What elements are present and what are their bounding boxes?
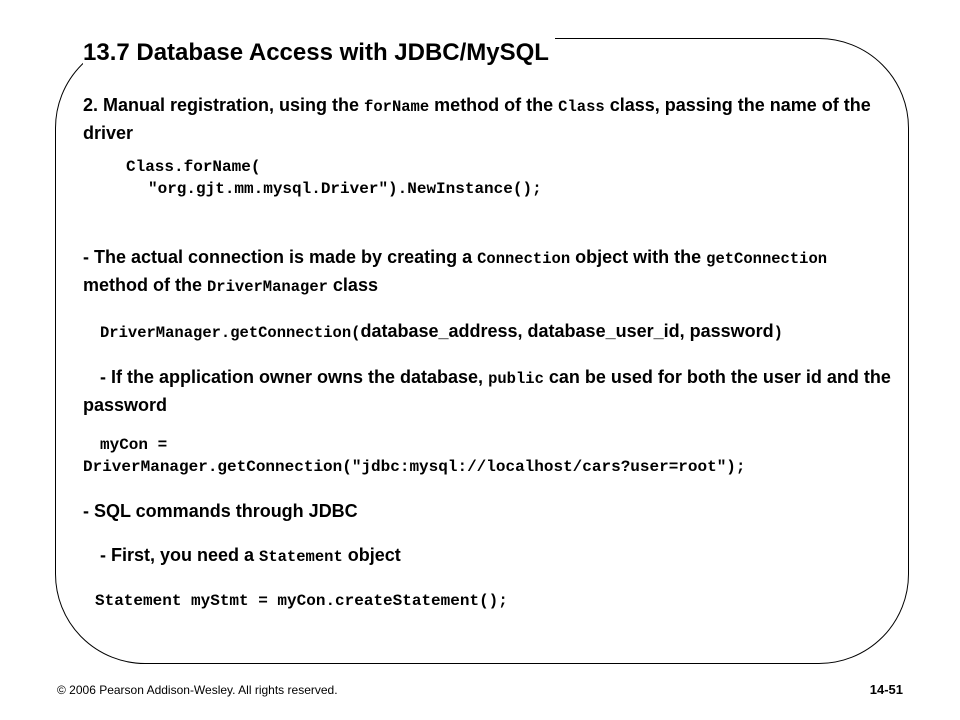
- code-mycon-line2: DriverManager.getConnection("jdbc:mysql://localhost/cars?user=root");: [83, 458, 746, 476]
- footer-page-number: 14-51: [869, 682, 903, 697]
- footer-copyright: © 2006 Pearson Addison-Wesley. All rights reserved.: [57, 683, 338, 697]
- code-forname-line2: "org.gjt.mm.mysql.Driver").NewInstance();: [148, 180, 542, 198]
- code-forname-line1: Class.forName(: [126, 158, 261, 176]
- code-mycon-line1: myCon =: [100, 436, 168, 454]
- paragraph-connection: - The actual connection is made by creating a Connection object with the getConnection method of the DriverManager class: [83, 247, 828, 296]
- slide-title: 13.7 Database Access with JDBC/MySQL: [83, 38, 555, 68]
- paragraph-public-user: - If the application owner owns the database, public can be used for both the user id and the password: [83, 367, 891, 415]
- code-create-statement: Statement myStmt = myCon.createStatement();: [95, 592, 508, 610]
- paragraph-getconnection-signature: DriverManager.getConnection(database_address, database_user_id, password): [100, 321, 783, 342]
- paragraph-sql-commands: - SQL commands through JDBC: [83, 501, 358, 521]
- slide-body: [83, 92, 893, 612]
- paragraph-manual-registration: 2. Manual registration, using the forName method of the Class class, passing the name of the driver: [83, 95, 871, 143]
- paragraph-statement-object: - First, you need a Statement object: [100, 545, 401, 566]
